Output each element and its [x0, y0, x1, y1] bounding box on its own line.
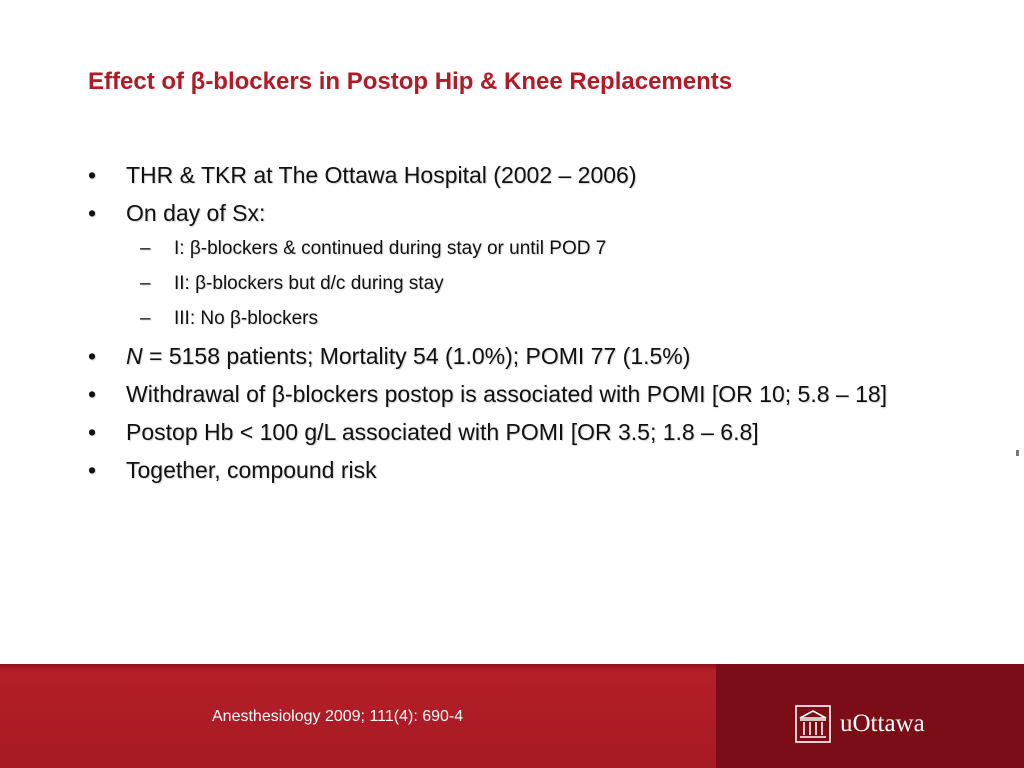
bullet-dot: •	[88, 343, 97, 369]
bullet-item	[88, 417, 948, 447]
bullet-text: THR & TKR at The Ottawa Hospital (2002 – 2006)	[126, 162, 637, 188]
bullet-item	[88, 455, 948, 485]
sub-bullet-text: I: β-blockers & continued during stay or until POD 7	[174, 238, 607, 259]
footer-bar	[0, 664, 1024, 768]
bullet-text: Together, compound risk	[126, 457, 377, 483]
sub-bullet-dash: –	[140, 273, 151, 294]
bullet-item	[88, 341, 948, 371]
university-building-icon	[794, 704, 832, 744]
sub-bullet-item	[88, 236, 948, 262]
sub-bullet-item	[88, 271, 948, 297]
edge-mark	[1016, 450, 1019, 456]
bullet-list	[88, 160, 948, 493]
sub-bullet-text: III: No β-blockers	[174, 308, 318, 329]
bullet-italic-prefix: N	[126, 343, 143, 369]
bullet-dot: •	[88, 381, 97, 407]
footer-logo-panel	[716, 664, 1024, 768]
bullet-dot: •	[88, 457, 97, 483]
citation: Anesthesiology 2009; 111(4): 690-4	[212, 708, 464, 725]
bullet-text: Postop Hb < 100 g/L associated with POMI [OR 3.5; 1.8 – 6.8]	[126, 419, 759, 445]
bullet-item	[88, 379, 948, 409]
sub-bullet-item	[88, 306, 948, 332]
slide-title: Effect of β-blockers in Postop Hip & Knee Replacements	[88, 68, 733, 95]
sub-bullet-dash: –	[140, 238, 151, 259]
bullet-text: = 5158 patients; Mortality 54 (1.0%); POMI 77 (1.5%)	[142, 343, 691, 369]
sub-bullet-text: II: β-blockers but d/c during stay	[174, 273, 444, 294]
bullet-dot: •	[88, 419, 97, 445]
bullet-text: Withdrawal of β-blockers postop is associated with POMI [OR 10; 5.8 – 18]	[126, 381, 888, 407]
bullet-item	[88, 160, 948, 190]
sub-bullet-dash: –	[140, 308, 151, 329]
bullet-dot: •	[88, 200, 97, 226]
bullet-item	[88, 198, 948, 228]
logo-text: uOttawa	[840, 710, 925, 737]
bullet-dot: •	[88, 162, 97, 188]
bullet-text: On day of Sx:	[126, 200, 266, 226]
university-logo	[794, 702, 925, 746]
